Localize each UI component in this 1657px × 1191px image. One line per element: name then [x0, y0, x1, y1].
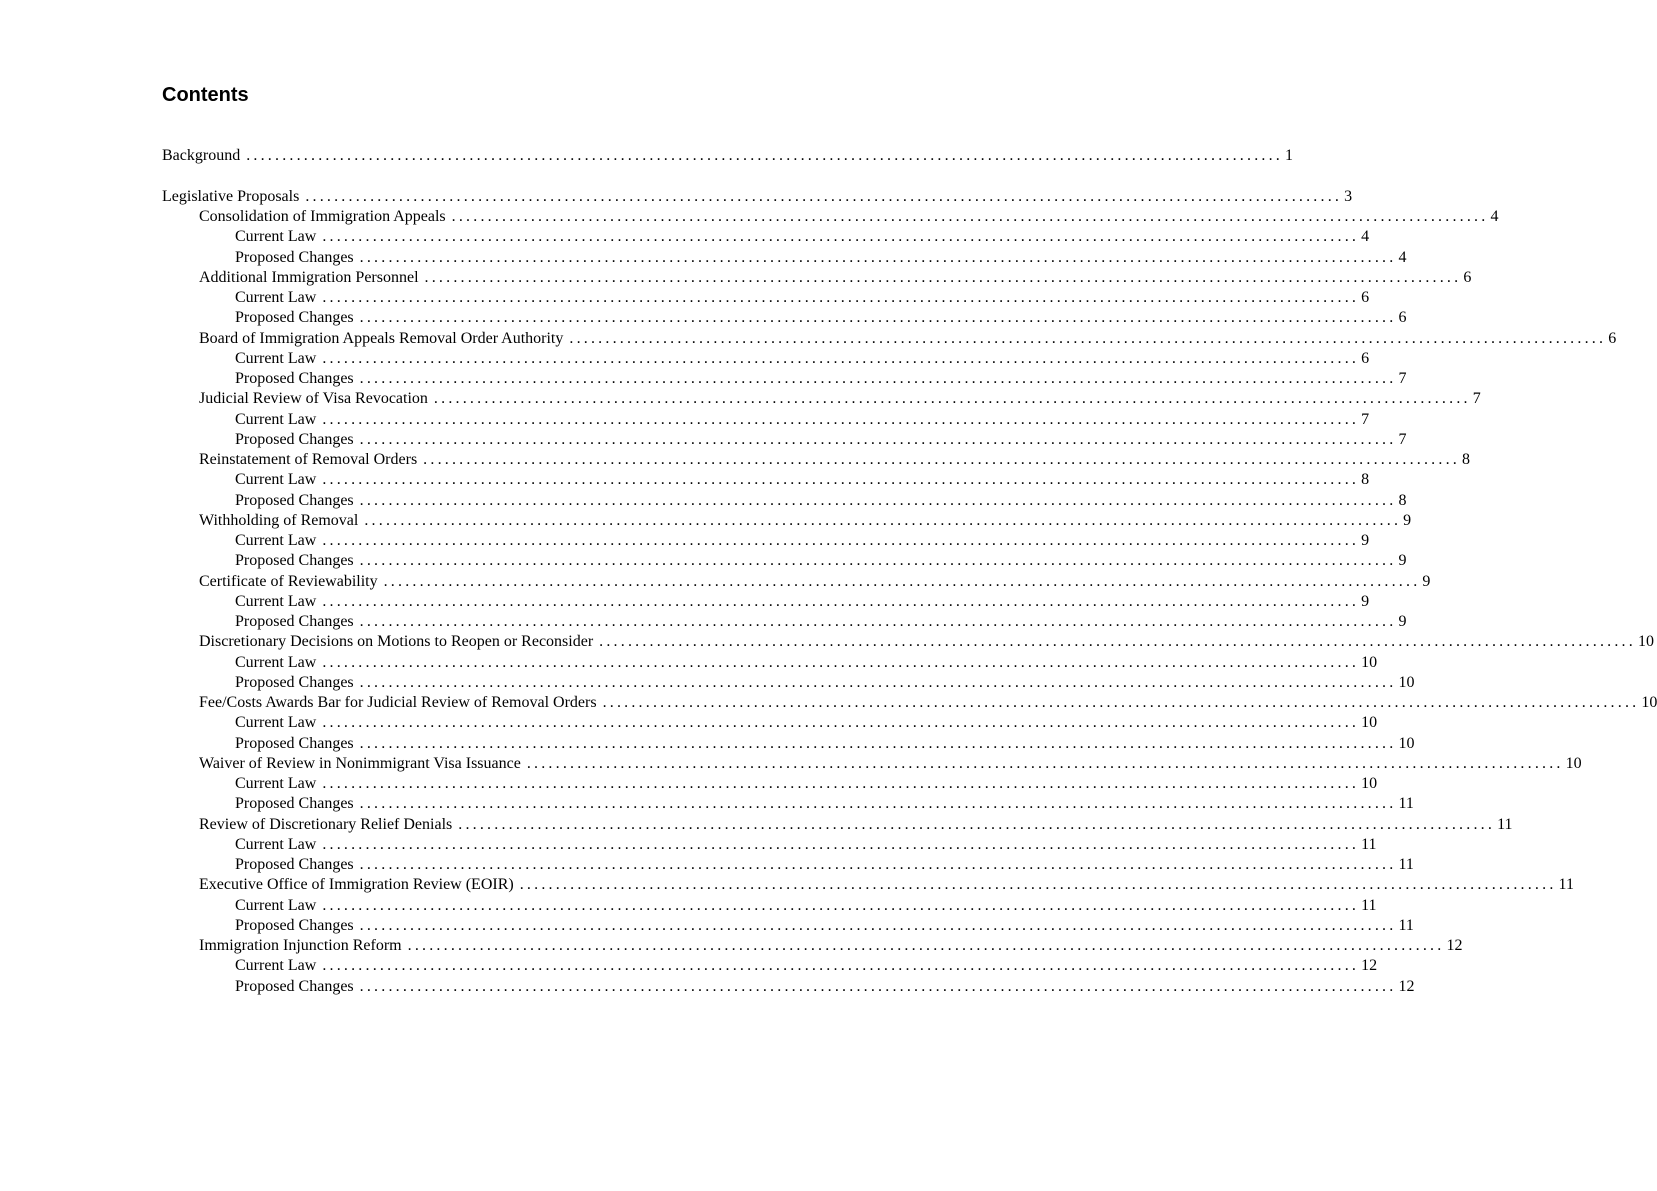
toc-entry [235, 977, 1415, 997]
toc-entry [235, 612, 1407, 632]
toc-dot-leader: ................................................................................................................................................ [451, 208, 1489, 225]
toc-page-number: 11 [1398, 916, 1414, 934]
toc-entry [235, 470, 1370, 490]
toc-dot-leader: ................................................................................................................................................ [359, 309, 1397, 327]
toc-dot-leader: ................................................................................................................................................ [359, 430, 1397, 448]
toc-entry-title: Proposed Changes [235, 673, 354, 691]
toc-entry [235, 673, 1415, 693]
toc-page-number: 7 [1398, 430, 1407, 448]
toc-entry [235, 248, 1407, 268]
contents-heading: Contents [162, 84, 249, 106]
toc-dot-leader: ................................................................................................................................................ [322, 896, 1360, 914]
toc-entry [235, 491, 1407, 511]
toc-entry [235, 308, 1407, 328]
toc-entry-title: Current Law [235, 289, 317, 306]
toc-page-number: 11 [1361, 896, 1377, 914]
toc-dot-leader: ................................................................................................................................................ [322, 957, 1360, 975]
toc-dot-leader: ................................................................................................................................................ [423, 451, 1460, 468]
toc-page-number: 11 [1398, 856, 1414, 873]
toc-entry-title: Legislative Proposals [162, 188, 300, 205]
toc-entry-title: Consolidation of Immigration Appeals [199, 208, 446, 225]
toc-entry-title: Proposed Changes [235, 491, 354, 509]
toc-entry [199, 693, 1657, 713]
toc-entry-title: Review of Discretionary Relief Denials [199, 815, 453, 833]
toc-dot-leader: ................................................................................................................................................ [359, 552, 1397, 570]
toc-entry [235, 855, 1414, 875]
toc-page-number: 6 [1361, 349, 1370, 367]
toc-page-number: 6 [1361, 289, 1370, 306]
toc-dot-leader: ................................................................................................................................................ [569, 329, 1607, 347]
toc-entry-title: Waiver of Review in Nonimmigrant Visa Issuance [199, 754, 521, 772]
toc-page-number: 9 [1403, 511, 1412, 529]
toc-entry [235, 288, 1370, 308]
toc-entry [162, 146, 1294, 166]
toc-entry-title: Proposed Changes [235, 309, 354, 327]
toc-entry [199, 875, 1574, 895]
toc-page-number: 10 [1565, 754, 1582, 772]
toc-entry-title: Current Law [235, 896, 317, 914]
toc-dot-leader: ................................................................................................................................................ [359, 734, 1397, 752]
toc-page-number: 8 [1398, 491, 1407, 509]
toc-page-number: 7 [1398, 370, 1407, 387]
toc-entry-title: Current Law [235, 775, 317, 792]
toc-page-number: 11 [1558, 876, 1574, 894]
toc-entry-title: Proposed Changes [235, 795, 354, 813]
toc-entry [199, 389, 1481, 409]
toc-entry [235, 916, 1414, 936]
toc-page-number: 3 [1344, 188, 1353, 205]
toc-dot-leader: ................................................................................................................................................ [322, 714, 1360, 732]
toc-page-number: 4 [1361, 228, 1370, 246]
toc-page-number: 10 [1361, 714, 1378, 732]
toc-page-number: 7 [1472, 390, 1481, 408]
toc-page-number: 4 [1398, 248, 1407, 266]
toc-entry-title: Proposed Changes [235, 734, 354, 752]
toc-entry-title: Current Law [235, 957, 317, 975]
toc-entry-title: Current Law [235, 714, 317, 732]
toc-dot-leader: ................................................................................................................................................ [364, 511, 1402, 529]
toc-entry [235, 531, 1370, 551]
toc-page-number: 1 [1285, 147, 1294, 164]
toc-entry-title: Certificate of Reviewability [199, 572, 378, 590]
toc-entry [199, 329, 1617, 349]
toc-entry [199, 632, 1654, 652]
toc-dot-leader: ................................................................................................................................................ [322, 653, 1360, 671]
toc-entry-title: Current Law [235, 410, 317, 428]
toc-entry [199, 936, 1463, 956]
toc-page-number: 8 [1361, 471, 1370, 489]
toc-page-number: 9 [1361, 592, 1370, 610]
toc-page-number: 10 [1398, 734, 1415, 752]
toc-entry [199, 450, 1470, 470]
toc-page-number: 9 [1422, 572, 1431, 590]
toc-entry [235, 713, 1378, 733]
toc-dot-leader: ................................................................................................................................................ [322, 471, 1360, 489]
toc-entry-title: Current Law [235, 835, 317, 853]
toc-dot-leader: ................................................................................................................................................ [407, 937, 1445, 954]
toc-entry [235, 734, 1415, 754]
toc-dot-leader: ................................................................................................................................................ [322, 228, 1360, 246]
toc-entry [235, 835, 1377, 855]
toc-page-number: 4 [1490, 208, 1499, 225]
toc-dot-leader: ................................................................................................................................................ [458, 815, 1496, 833]
toc-dot-leader: ................................................................................................................................................ [359, 673, 1397, 691]
toc-entry-title: Board of Immigration Appeals Removal Order Authority [199, 329, 564, 347]
toc-entry [235, 774, 1378, 794]
toc-dot-leader: ................................................................................................................................................ [359, 491, 1397, 509]
toc-page-number: 11 [1398, 795, 1414, 813]
toc-page-number: 6 [1608, 329, 1617, 347]
toc-page-number: 12 [1398, 977, 1415, 995]
toc-entry-title: Background [162, 147, 241, 164]
toc-entry-title: Additional Immigration Personnel [199, 268, 419, 286]
toc-page-number: 9 [1361, 532, 1370, 549]
toc-entry-title: Proposed Changes [235, 916, 354, 934]
toc-entry-title: Proposed Changes [235, 552, 354, 570]
toc-dot-leader: ................................................................................................................................................ [359, 370, 1397, 387]
toc-page-number: 6 [1463, 268, 1472, 286]
toc-entry [235, 592, 1370, 612]
toc-entry-title: Discretionary Decisions on Motions to Reopen or Reconsider [199, 633, 594, 651]
toc-page-number: 8 [1461, 451, 1470, 468]
toc-entry-title: Proposed Changes [235, 613, 354, 630]
toc-page-number: 10 [1637, 633, 1654, 651]
toc-dot-leader: ................................................................................................................................................ [359, 795, 1397, 813]
toc-page-number: 9 [1398, 552, 1407, 570]
toc-page-number: 10 [1361, 653, 1378, 671]
toc-entry [162, 187, 1353, 207]
toc-dot-leader: ................................................................................................................................................ [359, 613, 1397, 630]
toc-page-number: 11 [1361, 835, 1377, 853]
toc-entry [235, 794, 1414, 814]
toc-entry [199, 754, 1582, 774]
toc-entry-title: Current Law [235, 592, 317, 610]
toc-entry [199, 815, 1513, 835]
toc-entry [235, 653, 1378, 673]
toc-entry-title: Current Law [235, 471, 317, 489]
toc-dot-leader: ................................................................................................................................................ [424, 268, 1462, 286]
toc-entry-title: Immigration Injunction Reform [199, 937, 402, 954]
toc-entry-title: Proposed Changes [235, 370, 354, 387]
toc-entry-title: Proposed Changes [235, 248, 354, 266]
toc-dot-leader: ................................................................................................................................................ [519, 876, 1557, 894]
toc-entry [235, 369, 1407, 389]
toc-dot-leader: ................................................................................................................................................ [383, 572, 1421, 590]
toc-dot-leader: ................................................................................................................................................ [599, 633, 1636, 651]
toc-entry [199, 207, 1499, 227]
toc-entry-title: Judicial Review of Visa Revocation [199, 390, 428, 408]
toc-dot-leader: ................................................................................................................................................ [359, 977, 1397, 995]
toc-entry-title: Withholding of Removal [199, 511, 359, 529]
toc-dot-leader: ................................................................................................................................................ [322, 289, 1360, 306]
toc-entry-title: Fee/Costs Awards Bar for Judicial Review of Removal Orders [199, 694, 597, 711]
toc-page-number: 10 [1641, 694, 1657, 711]
toc-entry [235, 227, 1370, 247]
toc-page-number: 9 [1398, 613, 1407, 630]
toc-entry [199, 268, 1472, 288]
toc-entry [235, 430, 1407, 450]
toc-entry [235, 956, 1378, 976]
toc-entry [235, 551, 1407, 571]
toc-page-number: 10 [1398, 673, 1415, 691]
toc-entry-title: Proposed Changes [235, 856, 354, 873]
toc-dot-leader: ................................................................................................................................................ [322, 775, 1360, 792]
toc-page-number: 12 [1446, 937, 1463, 954]
toc-dot-leader: ................................................................................................................................................ [433, 390, 1471, 408]
toc-dot-leader: ................................................................................................................................................ [359, 856, 1397, 873]
toc-entry-title: Reinstatement of Removal Orders [199, 451, 418, 468]
toc-entry [235, 896, 1377, 916]
toc-entry [235, 410, 1370, 430]
toc-entry-title: Current Law [235, 349, 317, 367]
toc-entry-title: Executive Office of Immigration Review (EOIR) [199, 876, 514, 894]
toc-entry-title: Current Law [235, 532, 317, 549]
toc-dot-leader: ................................................................................................................................................ [322, 410, 1360, 428]
toc-entry-title: Current Law [235, 228, 317, 246]
toc-page-number: 11 [1497, 815, 1513, 833]
toc-entry-title: Current Law [235, 653, 317, 671]
toc-dot-leader: ................................................................................................................................................ [526, 754, 1564, 772]
toc-dot-leader: ................................................................................................................................................ [602, 694, 1640, 711]
toc-dot-leader: ................................................................................................................................................ [359, 248, 1397, 266]
toc-dot-leader: ................................................................................................................................................ [322, 349, 1360, 367]
toc-dot-leader: ................................................................................................................................................ [322, 592, 1360, 610]
toc-page-number: 7 [1361, 410, 1370, 428]
toc-entry-title: Proposed Changes [235, 430, 354, 448]
toc-dot-leader: ................................................................................................................................................ [246, 147, 1284, 164]
toc-dot-leader: ................................................................................................................................................ [305, 188, 1343, 205]
toc-entry [199, 511, 1412, 531]
toc-entry-title: Proposed Changes [235, 977, 354, 995]
toc-dot-leader: ................................................................................................................................................ [322, 835, 1360, 853]
toc-entry [235, 349, 1370, 369]
toc-entry [199, 572, 1431, 592]
toc-page-number: 10 [1361, 775, 1378, 792]
toc-page-number: 6 [1398, 309, 1407, 327]
toc-page-number: 12 [1361, 957, 1378, 975]
toc-dot-leader: ................................................................................................................................................ [322, 532, 1360, 549]
toc-dot-leader: ................................................................................................................................................ [359, 916, 1397, 934]
